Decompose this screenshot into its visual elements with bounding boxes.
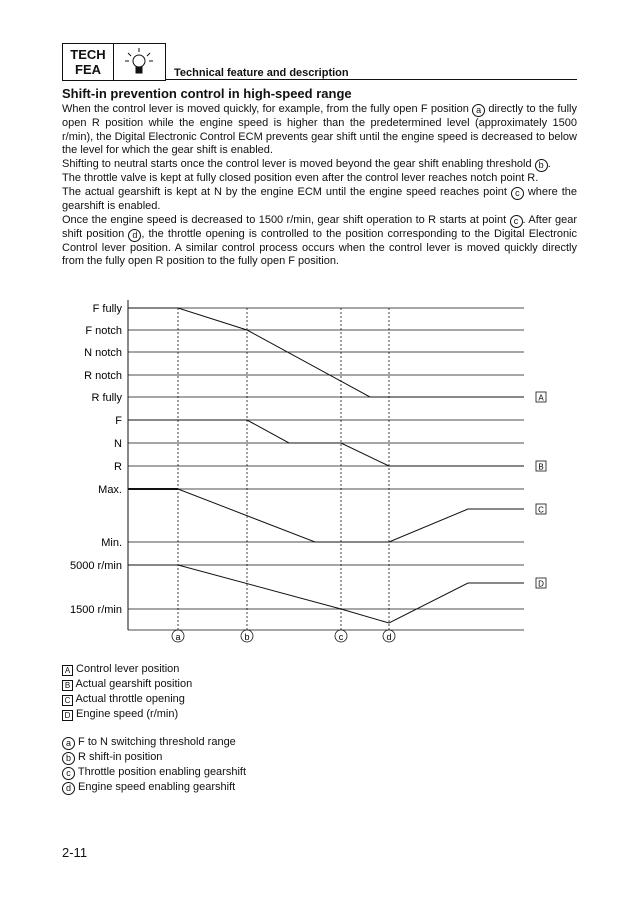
- legend-key: c: [62, 767, 75, 780]
- text-run: where the gearshift is enabled.: [62, 185, 577, 212]
- legend-label: F to N switching threshold range: [75, 736, 236, 748]
- y-tick-label: Max.: [98, 484, 122, 496]
- point-legend: [62, 735, 246, 795]
- series-line-C: [128, 489, 524, 542]
- legend-item: [62, 750, 246, 765]
- y-tick-label: Min.: [101, 537, 122, 549]
- y-tick-label: R fully: [91, 392, 122, 404]
- text-run: directly to the fully open R position while the engine speed is higher than the predetermined level (approximately 1500 r/min), the Digital Electronic Control ECM prevents gear shift until the engine speed is decreased to below the level for which the gear shift is enabled.: [62, 103, 577, 157]
- x-marker-label: a: [175, 632, 181, 642]
- legend-key: D: [62, 710, 73, 721]
- series-legend: [62, 662, 192, 722]
- y-tick-label: R: [114, 461, 122, 473]
- y-tick-label: N: [114, 438, 122, 450]
- tech-label: TECH: [70, 47, 106, 62]
- legend-key: A: [62, 665, 73, 676]
- legend-item: [62, 677, 192, 692]
- legend-item: [62, 735, 246, 750]
- legend-item: [62, 765, 246, 780]
- legend-item: [62, 692, 192, 707]
- legend-key: C: [62, 695, 73, 706]
- legend-item: [62, 707, 192, 722]
- page-number: 2-11: [62, 845, 88, 860]
- y-tick-label: F fully: [92, 303, 122, 315]
- circled-marker: a: [472, 104, 485, 117]
- x-marker-label: d: [386, 632, 392, 642]
- y-tick-label: R notch: [84, 370, 122, 382]
- legend-label: Engine speed enabling gearshift: [75, 781, 236, 793]
- text-run: When the control lever is moved quickly, for example, from the fully open F position: [62, 103, 473, 115]
- legend-item: [62, 780, 246, 795]
- text-run: .: [547, 158, 551, 171]
- legend-label: Throttle position enabling gearshift: [75, 766, 247, 778]
- circled-marker: d: [128, 229, 141, 242]
- series-line-A: [128, 308, 524, 397]
- text-run: The throttle valve is kept at fully closed position even after the control lever reaches notch point R.: [62, 172, 539, 185]
- series-key-label: C: [538, 505, 544, 515]
- legend-key: a: [62, 737, 75, 750]
- circled-marker: c: [510, 215, 523, 228]
- section-title: Shift-in prevention control in high-speed range: [62, 86, 352, 101]
- x-marker-label: c: [338, 632, 344, 642]
- series-key-label: A: [538, 393, 544, 403]
- legend-label: Actual throttle opening: [73, 693, 185, 705]
- fea-label: FEA: [75, 62, 101, 77]
- text-run: , the throttle opening is controlled to the position corresponding to the Digital Electronic Control lever position. A similar control process occurs when the control lever is moved quickly directly from the fully open R position to the fully open F position.: [62, 227, 578, 268]
- legend-key: b: [62, 752, 75, 765]
- legend-key: d: [62, 782, 75, 795]
- y-tick-label: F notch: [85, 325, 122, 337]
- legend-label: Actual gearshift position: [73, 678, 193, 690]
- y-tick-label: F: [115, 415, 122, 427]
- text-run: Once the engine speed is decreased to 1500 r/min, gear shift operation to R starts at point: [62, 213, 510, 226]
- text-run: . After gear shift position: [62, 213, 577, 240]
- legend-label: Engine speed (r/min): [73, 708, 179, 720]
- y-tick-label: 1500 r/min: [70, 604, 122, 616]
- series-key-label: B: [538, 462, 544, 472]
- legend-label: Control lever position: [73, 663, 180, 675]
- legend-item: [62, 662, 192, 677]
- y-tick-label: N notch: [84, 347, 122, 359]
- text-run: The actual gearshift is kept at N by the engine ECM until the engine speed reaches point: [62, 185, 511, 198]
- legend-label: R shift-in position: [75, 751, 163, 763]
- header-subtitle: Technical feature and description: [174, 67, 349, 79]
- legend-key: B: [62, 680, 73, 691]
- series-key-label: D: [538, 579, 544, 589]
- text-run: Shifting to neutral starts once the control lever is moved beyond the gear shift enabling threshold: [62, 158, 535, 171]
- x-marker-label: b: [244, 632, 250, 642]
- circled-marker: c: [511, 187, 524, 200]
- circled-marker: b: [535, 159, 548, 172]
- series-line-D: [128, 565, 524, 623]
- y-tick-label: 5000 r/min: [70, 560, 122, 572]
